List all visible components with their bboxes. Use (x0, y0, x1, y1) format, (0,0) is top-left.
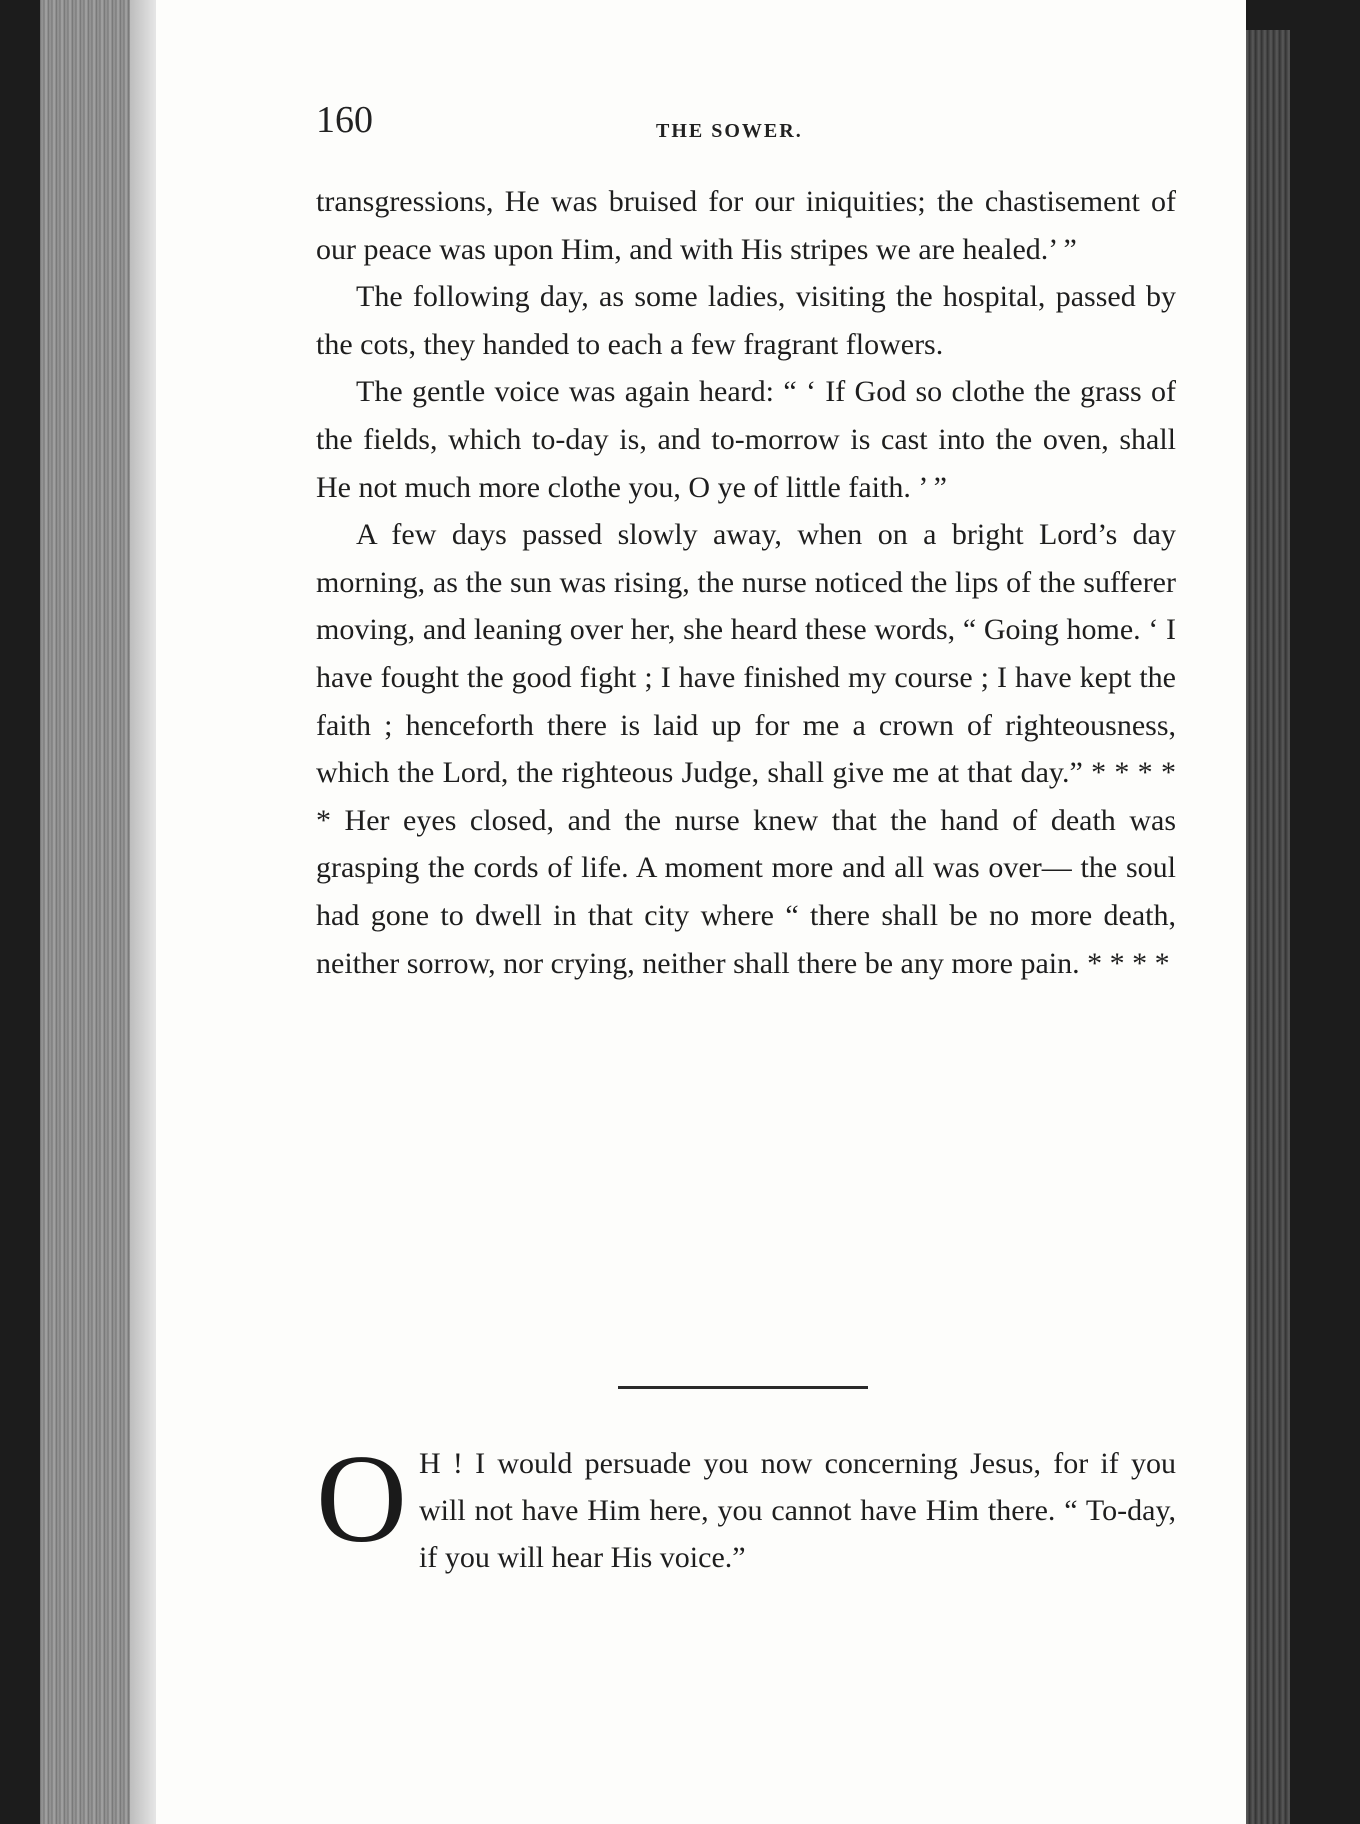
closing-paragraph (316, 1430, 1176, 1581)
paragraph-3: The gentle voice was again heard: “ ‘ If God so clothe the grass of the fields, which to-day is, and to-morrow is cast into the oven, shall He not much more clothe you, O ye of little faith. ’ ” (316, 375, 1176, 504)
book-spine-right (1244, 30, 1290, 1824)
page-number: 160 (316, 99, 373, 141)
running-head: THE SOWER. (656, 120, 803, 142)
paragraph-1: transgressions, He was bruised for our iniquities; the chastisement of our peace was upon Him, and with His stripes we are healed.’ ” (316, 185, 1176, 266)
section-divider (618, 1386, 868, 1389)
page-gutter (130, 0, 156, 1824)
paragraph-4: A few days passed slowly away, when on a bright Lord’s day morning, as the sun was rising, the nurse noticed the lips of the sufferer moving, and leaning over her, she heard these words, “ Going home. ‘ I have fought the good fight ; I have finished my course ; I have kept the faith ; henceforth there is laid up for me a crown of righteousness, which the Lord, the righteous Judge, shall give me at that day.” * * * * * Her eyes closed, and the nurse knew that the hand of death was grasping the cords of life. A moment more and all was over— the soul had gone to dwell in that city where “ there shall be no more death, neither sorrow, nor crying, neither shall there be any more pain. * * * * (316, 518, 1176, 980)
body-text (316, 178, 1176, 987)
paragraph-2: The following day, as some ladies, visiting the hospital, passed by the cots, they handed to each a few fragrant flowers. (316, 280, 1176, 361)
drop-cap: O (316, 1430, 407, 1569)
page-header (316, 98, 1176, 148)
closing-text: H ! I would persuade you now concerning Jesus, for if you will not have Him here, you cannot have Him there. “ To-day, if you will hear His voice.” (419, 1447, 1176, 1574)
